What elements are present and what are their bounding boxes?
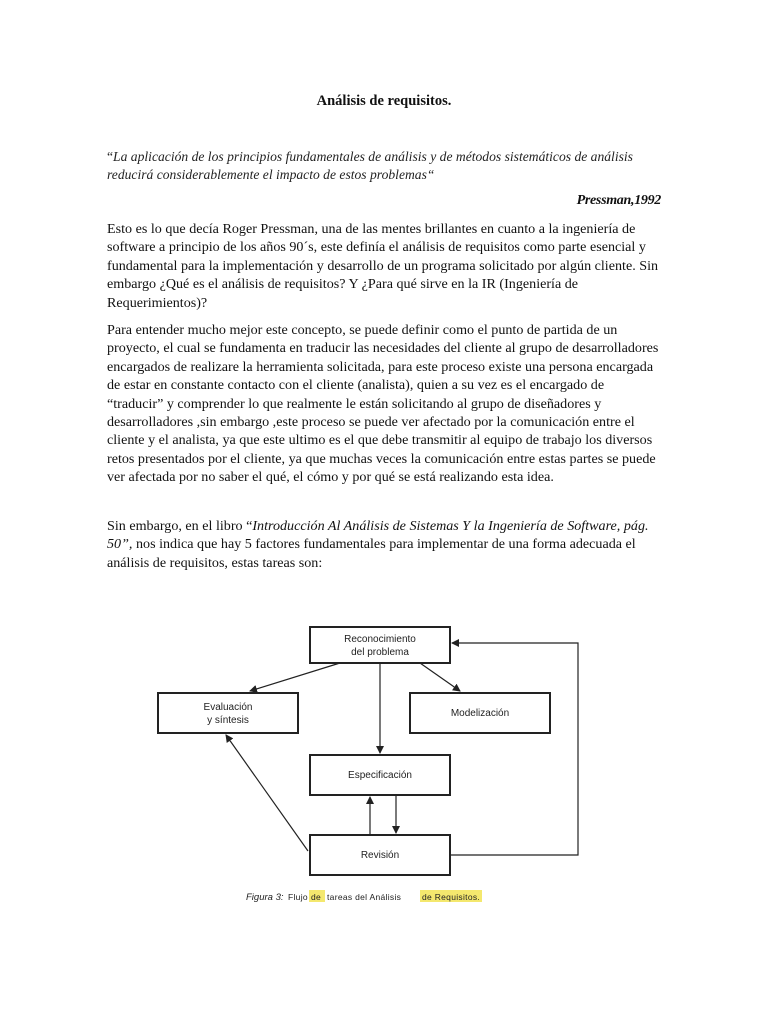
quote-open-mark: “	[107, 149, 114, 164]
pressman-quote	[107, 148, 667, 184]
caption-hl2: de Requisitos.	[422, 892, 481, 902]
arrow-to-evaluacion	[250, 663, 340, 691]
label-evaluacion-2: y síntesis	[207, 715, 249, 726]
book-title: Introducción Al Análisis de Sistemas Y la Ingeniería de Software, pág. 50”,	[107, 518, 649, 553]
quote-attribution: Pressman,1992	[576, 193, 661, 208]
label-revision: Revisión	[360, 850, 400, 861]
caption-hl1: de	[311, 892, 322, 902]
paragraph-concept: Para entender mucho mejor este concepto, se puede definir como el punto de partida de un proyecto, el cual se fundamenta en traducir las necesidades del cliente al grupo de desarrolladores encargados de realizare la herramienta solicitada, para este proceso existe una persona encargada de estar en constante contacto con el cliente (analista), quien a su vez es el encargado de “traducir” y comprender lo que realmente le están solicitando al grupo de diseñadores y desarrolladores ,sin embargo ,este proceso se puede ver afectado por la comunicación entre el cliente y el analista, ya que este ultimo es el que debe transmitir al equipo de trabajo los diversos retos presentados por el cliente, ya que muchas veces la comunicación entre estas partes se puede ver afectada por no saber el qué, el cómo y por qué se está realizando esta idea.	[107, 322, 659, 486]
label-reconocimiento-2: del problema	[351, 647, 409, 658]
label-reconocimiento-1: Reconocimiento	[344, 634, 416, 645]
label-evaluacion-1: Evaluación	[203, 702, 253, 713]
quote-text: La aplicación de los principios fundamentales de análisis y de métodos sistemáticos de análisis reducirá considerablemente el impacto de estos problemas“	[107, 149, 633, 182]
page-title: Análisis de requisitos.	[316, 93, 452, 109]
arrow-to-modelizacion	[420, 663, 460, 691]
label-modelizacion: Modelización	[450, 708, 510, 719]
paragraph-book-reference	[107, 517, 663, 572]
paragraph-intro: Esto es lo que decía Roger Pressman, una de las mentes brillantes en cuanto a la ingeniería de software a principio de los años 90´s, este definía el análisis de requisitos como parte esencial y fundamental para la implementación y desarrollo de un programa solicitado por algún cliente. Sin embargo ¿Qué es el análisis de requisitos? Y ¿Para qué sirve en la IR (Ingeniería de Requerimientos)?	[107, 221, 659, 311]
caption-part1: Flujo	[288, 892, 308, 902]
arrow-to-evaluacion-feedback	[226, 735, 308, 851]
box-evaluacion	[158, 693, 298, 733]
arrow-feedback-loop	[450, 643, 578, 855]
caption-part2: tareas del Análisis	[327, 892, 402, 902]
requirements-flow-diagram	[140, 605, 620, 915]
label-especificacion: Especificación	[348, 770, 412, 781]
paragraph-book-after: nos indica que hay 5 factores fundamentales para implementar de una forma adecuada el análisis de requisitos, estas tareas son:	[107, 536, 636, 571]
caption-label: Figura 3:	[246, 892, 284, 903]
paragraph-book-before: Sin embargo, en el libro “	[107, 518, 253, 534]
